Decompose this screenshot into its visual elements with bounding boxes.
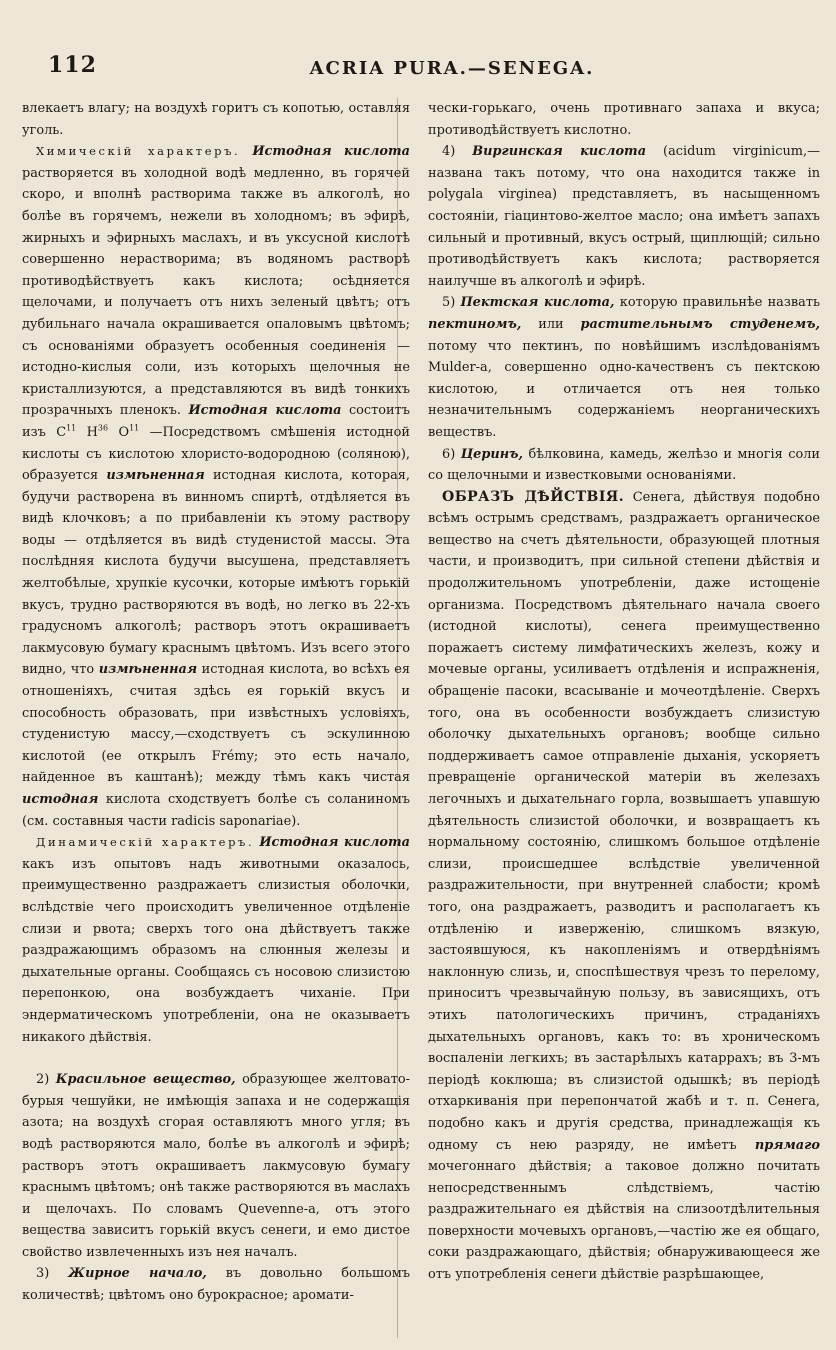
paragraph-dynamic-character	[22, 832, 410, 1048]
text: истодная кислота, которая, будучи растворена въ винномъ спиртѣ, отдѣляется въ видѣ клочковъ; а по прибавленiи къ этому раствору воды — отдѣляется въ видѣ студенистой массы. Эта послѣдняя кислота будучи высушена, представляетъ желтобѣлые, хрупкiе кусочки, которые имѣютъ горькiй вкусъ, трудно растворяются въ водѣ, но легко въ 22-хъ градусномъ алкоголѣ; растворъ этотъ окрашиваетъ лакмусовую бумагу краснымъ цвѣтомъ. Изъ всего этого видно, что	[22, 468, 410, 678]
paragraph-item-4	[428, 141, 820, 292]
paragraph-item-6	[428, 444, 820, 487]
text: которую правильнѣе назвать	[619, 295, 820, 311]
text: Сенега, дѣйствуя подобно всѣмъ острымъ средствамъ, раздражаетъ органическое вещество на счетъ дѣятельности, образующей плотныя части, и производитъ, при сильной степени дѣйствiя и продолжительномъ употребленiи, даже истощенiе организма. Посредствомъ дѣятельнаго начала своего (истодной кислоты), сенега преимущественно поражаетъ систему лимфатическихъ железъ, кожу и мочевые органы, усиливаетъ отдѣленiя и испражненiя, обращенiе пасоки, всасыванiе и мочеотдѣленiе. Сверхъ того, она въ особенности возбуждаетъ слизистую оболочку дыхательныхъ органовъ; вообще сильно поддерживаетъ самое отправленiе дыханiя, ускоряетъ превращенiе органической матерiи въ железахъ легочныхъ и дыхательнаго горла, возвышаетъ упавшую дѣятельность слизистой оболочки, и возвращаетъ къ нормальному состоянiю, слишкомъ большое отдѣленiе слизи, происшедшее вслѣдствiе увеличенной раздражительности, при внутренней слабости; кромѣ того, она раздражаетъ, разводитъ и располагаетъ къ отдѣленiю и изверженiю, слишкомъ вязкую, застоявшуюся, къ накопленiямъ и отвердѣнiямъ наклонную слизь, и, споспѣшествуя чрезъ то перелому, приноситъ чрезвычайную пользу, въ зависящихъ, отъ этихъ патологическихъ причинъ, страданiяхъ дыхательныхъ органовъ, какъ то: въ хроническомъ воспаленiи легкихъ; въ застарѣлыхъ катаррахъ; въ 3-мъ перiодѣ коклюша; въ слизистой одышкѣ; въ перiодѣ отхаркиванiя при перепончатой жабѣ и т. п. Сенега, подобно какъ и другiя средства, принадлежащiя къ одному съ нею разряду, не имѣетъ	[428, 489, 820, 1153]
text: —Посредствомъ смѣшенiя истодной кислоты съ кислотою хлористо-водородною (соляною), образуется	[22, 424, 410, 484]
page-number: 112	[48, 52, 97, 78]
item-number: 4)	[442, 144, 456, 160]
paragraph	[428, 98, 820, 141]
paragraph-item-5	[428, 292, 820, 443]
item-number: 5)	[442, 295, 456, 311]
text: истодная кислота, во всѣхъ ея отношенiяхъ, считая здѣсь ея горькiй вкусъ и способность образовать, при извѣстныхъ условiяхъ, студенистую массу,—сходствуетъ съ эскулинною кислотой (ее открылъ Frémy; это есть начало, найденное въ каштанѣ); между тѣмъ какъ чистая	[22, 662, 410, 786]
paragraph-chemical-character	[22, 141, 410, 832]
formula	[56, 425, 139, 440]
formula-c: C	[56, 424, 67, 440]
term: измѣненная	[98, 662, 198, 678]
formula-h-sup: 36	[97, 423, 109, 433]
term: Пектская кислота,	[460, 295, 615, 311]
term: Жирное начало,	[68, 1266, 207, 1282]
right-column	[428, 98, 820, 1286]
formula-o-sup: 11	[129, 423, 140, 433]
term: Истодная кислота	[188, 403, 342, 419]
paragraph-mode-of-action	[428, 487, 820, 1286]
text: чески-горькаго, очень противнаго запаха и вкуса; противодѣйствуетъ кислотно.	[428, 101, 820, 138]
page-header	[22, 0, 822, 92]
text: (acidum virginicum,—названа такъ потому, что она находится также in polygala virginea) представляетъ, въ насыщенномъ состоянiи, гiацинтово-желтое масло; она имѣетъ запахъ сильный и противный, вкусъ острый, щиплющiй; сильно противодѣйствуетъ какъ кислота; растворяется наилучше въ алкоголѣ и эфирѣ.	[428, 144, 820, 289]
text: образующее желтовато-бурыя чешуйки, не имѣющiя запаха и не содержащiя азота; на воздухѣ сгорая оставляютъ много угля; въ водѣ растворяются мало, болѣе въ алкоголѣ и эфирѣ; растворъ этотъ окрашиваетъ лакмусовую бумагу краснымъ цвѣтомъ; онѣ также растворяются въ маслахъ и щелочахъ. По словамъ Quevenne-a, отъ этого вещества зависитъ горькiй вкусъ сенеги, и емо дистое свойство извлеченныхъ изъ нея началъ.	[22, 1072, 410, 1260]
left-column	[22, 98, 410, 1307]
section-label: Динамическiй характеръ.	[36, 835, 255, 850]
term: пектиномъ,	[428, 316, 522, 332]
term: измѣненная	[106, 468, 205, 484]
term: прямаго	[754, 1137, 820, 1153]
item-number: 3)	[36, 1266, 50, 1282]
formula-o: O	[118, 424, 130, 440]
text: въ довольно большомъ количествѣ; цвѣтомъ оно бурокрасное; аромати-	[22, 1266, 410, 1304]
term: Истодная кислота	[252, 144, 410, 160]
term: Красильное вещество,	[55, 1072, 236, 1088]
text: кислота сходствуетъ болѣе съ соланиномъ (см. составныя части radicis saponariae).	[22, 792, 410, 829]
section-heading: ОБРАЗЪ ДѢЙСТВIЯ.	[442, 488, 625, 505]
formula-c-sup: 11	[66, 423, 77, 433]
item-number: 6)	[442, 446, 456, 462]
text: какъ изъ опытовъ надъ животными оказалось, преимущественно раздражаетъ слизистыя оболочки, вслѣдствiе чего происходитъ увеличенное отдѣленiе слизи и рвота; сверхъ того она дѣйствуетъ также раздражающимъ образомъ на слюнныя железы и дыхательные органы. Сообщаясь съ носовою слизистою перепонкою, она возбуждаетъ чиханiе. При эндерматическомъ употребленiи, она не оказываетъ никакого дѣйствiя.	[22, 856, 410, 1045]
text: мочегоннаго дѣйствiя; а таковое должно почитать непосредственнымъ слѣдствiемъ, частiю раздражительнаго ея дѣйствiя на слизоотдѣлительныя поверхности мочевыхъ органовъ,—частiю же ея общаго, соки раздражающаго, дѣйствiя; обнаруживающееся же отъ употребленiя сенеги дѣйствiе разрѣшающее,	[428, 1159, 820, 1283]
text: бѣлковина, камедь, желѣзо и многiя соли со щелочными и известковыми основанiями.	[428, 446, 820, 484]
paragraph-item-2	[22, 1069, 410, 1263]
formula-h: H	[86, 424, 98, 440]
term: Церинъ,	[460, 446, 524, 462]
text: или	[538, 316, 564, 332]
paragraph-item-3	[22, 1263, 410, 1306]
term: Истодная кислота	[259, 835, 410, 851]
section-label: Химическiй характеръ.	[36, 144, 241, 159]
paragraph	[22, 98, 410, 141]
text: состоитъ изъ	[22, 403, 410, 440]
term: истодная	[22, 792, 99, 807]
term: растительнымъ студенемъ,	[580, 316, 820, 332]
text: влекаетъ влагу; на воздухѣ горитъ съ копотью, оставляя уголь.	[22, 101, 410, 138]
text: потому что пектинъ, по новѣйшимъ изслѣдованiямъ Mulder-a, совершенно одно-качественъ съ пектскою кислотою, и отличается отъ нея только незначительнымъ содержанiемъ неорганическихъ веществъ.	[428, 338, 820, 440]
text-columns	[22, 98, 822, 1343]
term: Виргинская кислота	[472, 144, 647, 160]
item-number: 2)	[36, 1072, 50, 1088]
text: растворяется въ холодной водѣ медленно, въ горячей скоро, и вполнѣ растворима также въ алкоголѣ, но болѣе въ горячемъ, нежели въ холодномъ; въ эфирѣ, жирныхъ и эфирныхъ маслахъ, и въ уксусной кислотѣ совершенно нерастворима; въ водяномъ растворѣ противодѣйствуетъ какъ кислота; осѣдняется щелочами, и получаетъ отъ нихъ зеленый цвѣтъ; отъ дубильнаго начала окрашивается опаловымъ цвѣтомъ; съ основанiями образуетъ особенныя соединенiя — истодно-кислыя соли, изъ которыхъ щелочныя не кристаллизуются, а представляются въ видѣ тонкихъ прозрачныхъ пленокъ.	[22, 165, 410, 419]
running-title: ACRIA PURA.—SENEGA.	[309, 58, 595, 79]
